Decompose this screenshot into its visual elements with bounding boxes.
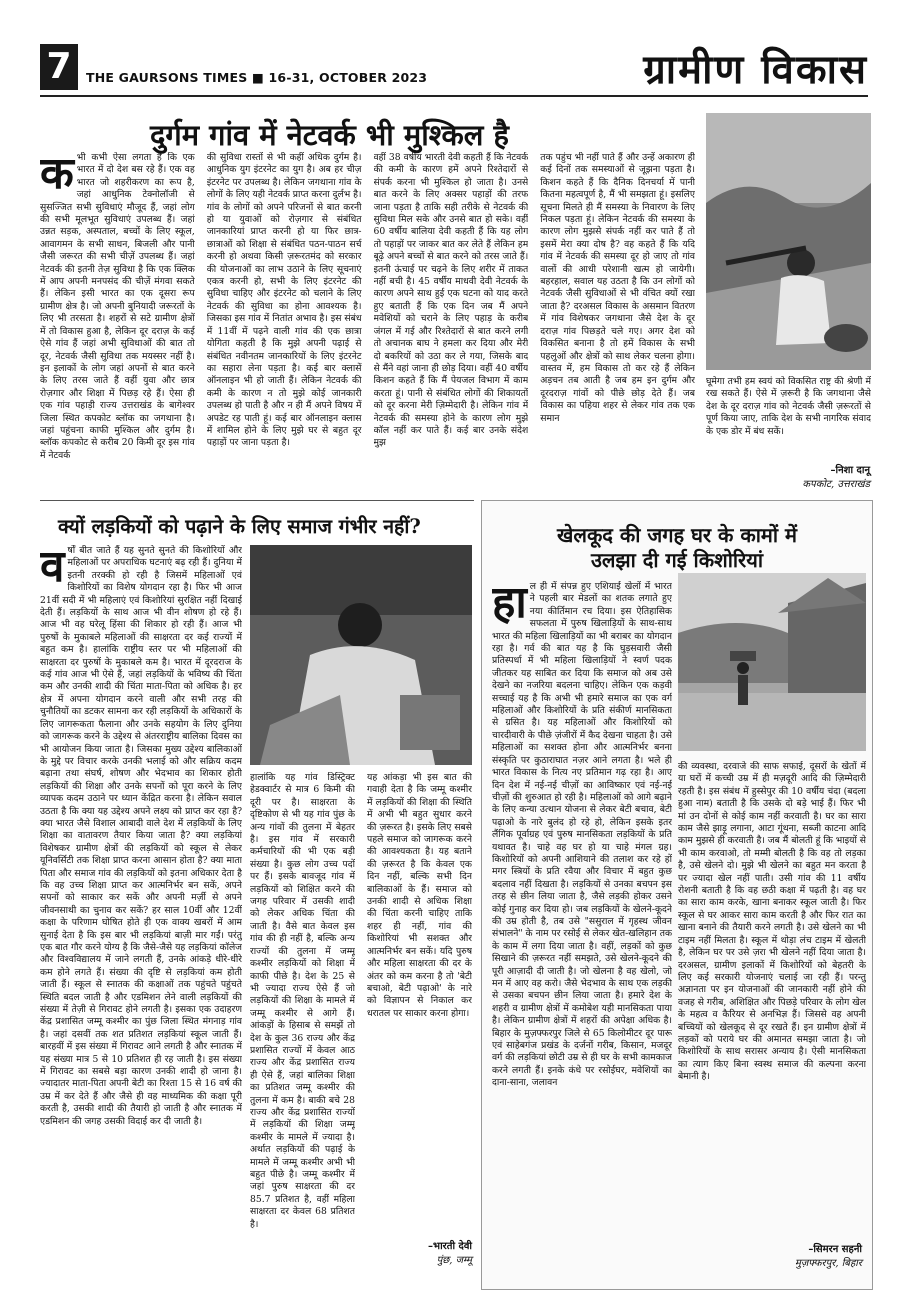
article3-title-line1: खेलकूद की जगह घर के कामों में: [557, 523, 797, 547]
article1-text-2: की सुविधा रास्तों से भी कहीं अधिक दुर्गम है। आधुनिक युग इंटरनेट का युग है। अब हर चीज़ इंटरनेट पर उपलब्ध है। लेकिन जगथाना गांव के लोगों के लिए यही नेटवर्क प्राप्त करना दुर्लभ है। गांव के लोगों को अपने परिजनों से बात करनी हो या युवाओं को रोज़गार से संबंधित जानकारियां प्राप्त करनी हो या फिर छात्र-छात्राओं को शिक्षा से संबंधित पठन-पाठन सर्च करनी हो अथवा किसी ज़रूरतमंद को सरकार की योजनाओं का लाभ उठाने के लिए सूचनाएं एकत्र करनी हो, सभी के लिए इंटरनेट की सुविधा चाहिए और इंटरनेट को चलाने के लिए नेटवर्क की सुविधा का होना आवश्यक है। जिसका इस गांव में नितांत अभाव है। इस संबंध में 11वीं में पढ़ने वाली गांव की एक छात्रा योगिता कहती है कि मुझे अपनी पढ़ाई से संबंधित नवीनतम जानकारियों के लिए इंटरनेट का सहारा लेना पड़ता है। कई बार क्लासें ऑनलाइन भी हो जाती हैं। लेकिन नेटवर्क की कमी के कारण न तो मुझे कोई जानकारी उपलब्ध हो पाती है और न ही मैं अपने विषय में अपडेट रह पाती हूं। कई बार ऑनलाइन क्लास में शामिल होने के लिए मुझे घर से बहुत दूर पहाड़ों पर जाना पड़ता है।: [206, 152, 362, 449]
article2-column-3: [367, 772, 472, 1242]
article1-dropcap: क: [40, 152, 74, 199]
article1-photo: [706, 113, 871, 370]
article1-text-3: वहीं 38 वर्षीय भारती देवी कहती हैं कि नेटवर्क की कमी के कारण हमें अपने रिश्तेदारों से संपर्क करना भी मुश्किल हो जाता है। उनसे बात करने के लिए अक्सर पहाड़ों की तरफ जाना पड़ता है ताकि सही तरीके से नेटवर्क की सुविधा मिल सके और उनसे बात हो सके। वहीं 60 वर्षीय बालिया देवी कहती हैं कि यह लोग तो पहाड़ों पर जाकर बात कर लेते हैं लेकिन हम बूढ़े अपने बच्चों से बात करने को तरस जाते हैं। इतनी ऊंचाई पर चढ़ने के लिए शरीर में ताकत नहीं बची है। 45 वर्षीय माधवी देवी नेटवर्क के कारण अपने साथ हुई एक घटना को याद करते हुए बताती हैं कि एक दिन जब मैं अपने मवेशियों को चराने के लिए पहाड़ के करीब जंगल में गई और रिश्तेदारों से बात करने लगी तो अचानक बाघ ने हमला कर दिया और मेरी दो बकरियों को उठा कर ले गया, जिसके बाद से मैंने वहां जाना ही छोड़ दिया। वहीं 40 वर्षीय किशन कहते हैं कि मैं पेयजल विभाग में काम करता हूं। पानी से संबंधित लोगों की शिकायतों को दूर करना मेरी ज़िम्मेदारी है। लेकिन गांव में नेटवर्क की समस्या होने के कारण लोग मुझे कॉल नहीं कर पाते हैं। कई बार उनके संदेश मुझ: [373, 152, 529, 449]
article1-text-4: तक पहुंच भी नहीं पाते हैं और उन्हें अकारण ही कई दिनों तक समस्याओं से जूझना पड़ता है। किशन कहते हैं कि दैनिक दिनचर्या में पानी कितना महत्वपूर्ण है, मैं भी समझता हूं। इसलिए सूचना मिलते ही मैं समस्या के निवारण के लिए निकल पड़ता हूं। लेकिन नेटवर्क की समस्या के कारण लोग मुझसे संपर्क नहीं कर पाते हैं तो इसमें मेरा क्या दोष है? वह कहते हैं कि यदि गांव में नेटवर्क की समस्या दूर हो जाए तो गांव वालों की आधी परेशानी खत्म हो जायेगी। बहरहाल, सवाल यह उठता है कि उन लोगों को नेटवर्क जैसी सुविधाओं से भी वंचित क्यों रखा जाता है? दरअसल विकास के असमान वितरण में गांव विशेषकर जगथाना जैसे देश के दूर दराज़ गांव पिछड़ते चले गए। अगर देश को विकसित बनाना है तो हमें विकास के सभी पहलुओं और क्षेत्रों को साथ लेकर चलना होगा। वास्तव में, हम विकास तो कर रहे हैं लेकिन अड़चन तब आती है जब हम इन दुर्गम और दूरदराज़ गांवों को पीछे छोड़ देते हैं। जब विकास का पहिया शहर से लेकर गांव तक एक समान: [540, 152, 695, 424]
article2-column-1: [40, 545, 242, 1260]
article1-body-last: [706, 376, 871, 466]
page-header: [40, 40, 868, 92]
article3-body-right: [678, 761, 866, 1231]
article2-photo: [250, 545, 472, 765]
article2-title: क्यों लड़कियों को पढ़ाने के लिए समाज गंभीर नहीं?: [58, 515, 421, 538]
article3-column-2: [678, 761, 866, 1231]
article1-column-4: [540, 152, 695, 502]
article-divider: [40, 500, 474, 501]
article2-text-1: र्षों बीत जाते हैं यह सुनते सुनते की किशोरियों और महिलाओं पर अपराधिक घटनाएं बढ़ रही हैं। दुनिया में इतनी तरक्की हो रही है जिसमें महिलाओं एवं किशोरियों का विशेष योगदान रहा है। फिर भी आज 21वीं सदी में भी महिलाएं एवं किशोरियां सुरक्षित नहीं दिखाई देती हैं। लड़कियों के साथ आज भी वीन शोषण हो रहे हैं। आज भी वह घरेलू हिंसा की शिकार हो रही हैं। आज भी पुरुषों के मुकाबले महिलाओं की साक्षरता दर कई राज्यों में बहुत कम है। हालांकि राष्ट्रीय स्तर पर भी महिलाओं की साक्षरता दर पुरुषों के मुकाबले कम है। भारत में दूरदराज के कई गांव आज भी ऐसे हैं, जहां लड़कियों के भविष्य की चिंता कम और उनकी शादी की चिंता माता-पिता को अधिक है। हर क्षेत्र में अपना योगदान करने वाली और सभी तरह की चुनौतियों का डटकर सामना कर रही लड़कियों के अधिकारों के लिए जागरूकता फैलाना और उनके सहयोग के लिए दुनिया को जागरूक करने के उद्देश्य से अंतरराष्ट्रीय बालिका दिवस का भी आयोजन किया जाता है। जिसका मुख्य उद्देश्य बालिकाओं के मुद्दे पर विचार करके उनकी भलाई को और सक्रिय कदम बढ़ाना तथा संघर्ष, शोषण और भेदभाव का शिकार होती लड़कियों की शिक्षा और उनके सपनों को पूरा करने के लिए व्यापक कदम उठाने पर ध्यान केंद्रित करना है। लेकिन सवाल उठता है कि क्या यह उद्देश्य अपने लक्ष्य को प्राप्त कर रहा है? क्या भारत जैसे विशाल आबादी वाले देश में लड़कियों के लिए शिक्षा का वातावरण तैयार किया जाता है? क्या लड़कियां विशेषकर ग्रामीण क्षेत्रों की लड़कियों को स्कूल से लेकर यूनिवर्सिटी तक शिक्षा प्राप्त करना आसान होता है? क्या माता पिता और समाज गांव की लड़कियों को इतना अधिकार देता है कि वह उच्च शिक्षा प्राप्त कर आत्मनिर्भर बन सकें, अपने सपनों को साकार कर सकें और अपनी मर्ज़ी से अपने जीवनसाथी का चुनाव कर सकें? हर साल 10वीं और 12वीं कक्षा के परिणाम घोषित होते ही एक वाक्य खबरों में आम सुनाई देता है कि इस बार भी लड़कियां बाज़ी मार गईं। परंतु एक बात गौर करने योग्य है कि जैसे-जैसे यह लड़कियां कॉलेज और विश्वविद्यालय में जाने लगती हैं, उनके आंकड़े धीरे-धीरे कम होने लगते हैं। संख्या की दृष्टि से लड़कियां कम होती जाती हैं। स्कूल से स्नातक की कक्षाओं तक पहुंचते पहुंचते स्थिति बदल जाती है और एडमिशन लेने वाली लड़कियों की संख्या में तेज़ी से गिरावट होने लगती है। इसका एक उदाहरण केंद्र प्रशासित जम्मू कश्मीर का पुंछ जिला स्थित मंगनाड़ गांव है। जहां दसवीं तक शत प्रतिशत लड़कियां स्कूल जाती हैं। बारहवीं में इस संख्या में गिरावट आने लगती है और स्नातक में यह संख्या मात्र 5 से 10 प्रतिशत ही रह जाती है। इस संख्या में गिरावट का सबसे बड़ा कारण उनकी शादी हो जाना है। ज्यादातर माता-पिता अपनी बेटी का रिश्ता 15 से 16 वर्ष की उम्र में कर देते हैं और जैसे ही वह माध्यमिक की कक्षा पूरी करती है, उसकी शादी की तैयारी हो जाती है और स्नातक में एडमिशन की जगह उसकी विदाई कर दी जाती है।: [40, 545, 242, 1127]
article1-body: [40, 152, 695, 502]
article1-byline: [720, 462, 870, 490]
article2-body-right: [250, 772, 472, 1242]
article3-title: [482, 523, 872, 573]
article1-text-1: भी कभी ऐसा लगता है कि एक भारत में दो देश बस रहे हैं। एक वह भारत जो शहरीकरण का रूप है, जहां आधुनिक टेक्नोलॉजी से सुसज्जित सभी सुविधाएं मौजूद हैं, जहां लोग की सभी मूलभूत सुविधाएं उपलब्ध हैं। जहां उन्नत सड़क, अस्पताल, बच्चों के लिए स्कूल, आवागमन के सभी साधन, बिजली और पानी जैसी जरूरत की सभी चीज़ें उपलब्ध हैं। जहां नेटवर्क की इतनी तेज़ सुविधा है कि एक क्लिक में आप अपनी मनपसंद की चीज़ें मंगवा सकते हैं। लेकिन इसी भारत का एक दूसरा रूप ग्रामीण क्षेत्र है। जो अपनी बुनियादी जरूरतों के लिए भी तरसता है। शहरों से सटे ग्रामीण क्षेत्रों में तो विकास हुआ है, लेकिन दूर दराज़ के कई ऐसे गांव हैं जहां अभी सुविधाओं की बात तो दूर, नेटवर्क जैसी सुविधा तक मयस्सर नहीं है। इन इलाकों के लोग जहां अपनों से बात करने के लिए तरस जाते हैं वहीं युवा और छात्र रोज़गार और शिक्षा में पिछड़ रहे हैं। ऐसा ही एक गांव पहाड़ी राज्य उत्तराखंड के बागेश्वर जिला स्थित कपकोट ब्लॉक का जगथाना है। जहां पहुंचना काफी मुश्किल और दुर्गम है। ब्लॉक कपकोट से करीब 20 किमी दूर इस गांव में नेटवर्क: [40, 152, 195, 461]
article3-place: मुज़फ्फरपुर, बिहार: [794, 1258, 862, 1269]
article1-title: दुर्गम गांव में नेटवर्क भी मुश्किल है: [150, 118, 509, 152]
article2-place: पुंछ, जम्मू: [436, 1255, 472, 1266]
section-title: ग्रामीण विकास: [643, 46, 868, 93]
article2-author: –भारती देवी: [428, 1241, 472, 1252]
article3-byline: [702, 1241, 862, 1269]
article1-text-5: घूमेगा तभी हम स्वयं को विकसित राष्ट्र की श्रेणी में रख सकते हैं। ऐसे में ज़रूरी है कि जगथाना जैसे देश के दूर दराज़ गांव को नेटवर्क जैसी ज़रूरतों से पूर्ण किया जाए, ताकि देश के सभी नागरिक संवाद के एक डोर में बंध सकें।: [706, 376, 871, 437]
article1-column-3: [374, 152, 529, 502]
article2-text-3: यह आंकड़ा भी इस बात की गवाही देता है कि जम्मू कश्मीर में लड़कियों की शिक्षा की स्थिति में अभी भी बहुत सुधार करने की ज़रूरत है। इसके लिए सबसे पहले समाज को जागरूक करने की आवश्यकता है। यह बताने की ज़रूरत है कि केवल एक दिन नहीं, बल्कि सभी दिन बालिकाओं के हैं। समाज को उनकी शादी से अधिक शिक्षा की चिंता करनी चाहिए ताकि शहर ही नहीं, गांव की किशोरियां भी सशक्त और आत्मनिर्भर बन सकें। यदि पुरुष और महिला साक्षरता की दर के अंतर को कम करना है तो 'बेटी बचाओ, बेटी पढ़ाओ' के नारे को विज्ञापन से निकाल कर धरातल पर साकार करना होगा।: [367, 772, 472, 1019]
article3-body-left: [492, 581, 672, 1281]
page-number: 7: [40, 44, 78, 90]
article2-text-2: हालांकि यह गांव डिस्ट्रिक्ट हेडक्वार्टर से मात्र 6 किमी की दूरी पर है। साक्षरता के दृष्टिकोण से भी यह गांव पुंछ के अन्य गांवों की तुलना में बेहतर है। इस गांव में सरकारी कर्मचारियों की भी एक बड़ी संख्या है। कुछ लोग उच्च पदों पर हैं। इसके बावजूद गांव में लड़कियों को शिक्षित करने की जगह परिवार में उसकी शादी को लेकर अधिक चिंता की जाती है। वैसे बात केवल इस गांव की ही नहीं है, बल्कि अन्य राज्यों की तुलना में जम्मू कश्मीर लड़कियों को शिक्षा में काफी पीछे है। देश के 25 से भी ज्यादा राज्य ऐसे हैं जो लड़कियों की शिक्षा के मामले में जम्मू कश्मीर से आगे हैं। आंकड़ों के हिसाब से समझें तो देश के कुल 36 राज्य और केंद्र प्रशासित राज्यों में केवल आठ राज्य और केंद्र प्रशासित राज्य ही ऐसे हैं, जहां बालिका शिक्षा का प्रतिशत जम्मू कश्मीर की तुलना में कम है। बाकी बचे 28 राज्य और केंद्र प्रशासित राज्यों में लड़कियों की शिक्षा जम्मू कश्मीर के मामले में ज्यादा है। अर्थात लड़कियों की पढ़ाई के मामले में जम्मू कश्मीर अभी भी बहुत पीछे है। जम्मू कश्मीर में जहां पुरुष साक्षरता की दर 85.7 प्रतिशत है, वहीं महिला साक्षरता दर केवल 68 प्रतिशत है।: [250, 772, 355, 1230]
article3-dropcap: हा: [492, 581, 527, 628]
masthead: THE GAURSONS TIMES ■ 16-31, OCTOBER 2023: [86, 70, 428, 85]
article1-place: कपकोट, उत्तराखंड: [802, 479, 870, 490]
article1-column-5: [706, 376, 871, 466]
article1-column-2: [207, 152, 362, 502]
article3-title-line2: उलझा दी गई किशोरियां: [590, 548, 764, 572]
article3-author: –सिमरन सहनी: [808, 1244, 862, 1255]
article1-author: –निशा दानू: [830, 465, 870, 476]
article3-column-1: [492, 581, 672, 1281]
article3-text-2: की व्यवस्था, दरवाजे की साफ सफाई, दूसरों के खेतों में या घरों में कच्ची उम्र में ही मज़दूरी आदि की ज़िम्मेदारी रहती है। इस संबंध में हुस्सेपुर की 10 वर्षीय चंदा (बदला हुआ नाम) बताती है कि उसके दो बड़े भाई हैं। फिर भी मां उन दोनों से कोई काम नहीं करवाती है। घर का सारा काम जैसे झाड़ू लगाना, आटा गूंथना, सब्जी काटना आदि काम मुझसे ही करवाती है। जब मैं बोलती हूं कि भाइयों से भी काम करवाओ, तो मम्मी बोलती है कि वह तो लड़का है, उसे खेलने दो। मुझे भी खेलने का बहुत मन करता है पर ज्यादा खेल नहीं पाती। उसी गांव की 11 वर्षीय रोशनी बताती है कि वह छठी कक्षा में पढ़ती है। वह घर का सारा काम करके, खाना बनाकर स्कूल जाती है। फिर स्कूल से घर आकर सारा काम करती है और फिर रात का खाना बनाने की तैयारी करने लगती है। उसे खेलने का भी टाइम नहीं मिलता है। स्कूल में थोड़ा लंच टाइम में खेलती है, लेकिन घर पर उसे ज़रा भी खेलने नहीं दिया जाता है। दरअसल, ग्रामीण इलाकों में किशोरियों को बेहतरी के लिए कई सरकारी योजनाएं चलाई जा रही हैं। परन्तु अज्ञानता पर इन योजनाओं की जानकारी नहीं होने की वजह से गरीब, अशिक्षित और पिछड़े परिवार के लोग खेल के महत्व व कैरियर से अनभिज्ञ हैं। जिससे वह अपनी बच्चियों को खेलकूद से दूर रखते हैं। इन ग्रामीण क्षेत्रों में लड़कों को पराये घर की अमानत समझा जाता है। जो किशोरियों के साथ सरासर अन्याय है। ऐसी मानसिकता का त्याग किए बिना स्वस्थ समाज की कल्पना करना बेमानी है।: [678, 761, 866, 1083]
article3-box: [481, 500, 873, 1290]
header-rule: [40, 95, 868, 97]
article1-column-1: [40, 152, 195, 502]
article3-text-1: ल ही में संपन्न हुए एशियाई खेलों में भारत ने पहली बार मेडलों का शतक लगाते हुए नया कीर्तिमान रच दिया। इस ऐतिहासिक सफलता में पुरुष खिलाड़ियों के साथ-साथ भारत की महिला खिलाड़ियों का भी बराबर का योगदान रहा है। गर्व की बात यह है कि घुड़सवारी जैसी प्रतिस्पर्धा में भी महिला खिलाड़ियों ने स्वर्ण पदक जीतकर यह साबित कर दिया कि समाज को अब उसे देखने का नजरिया बदलना चाहिए। लेकिन एक कड़वी सच्चाई यह है कि अभी भी हमारे समाज का एक वर्ग महिलाओं और किशोरियों के प्रति संकीर्ण मानसिकता से ग्रसित है। यह महिलाओं और किशोरियों को चारदीवारी के पीछे ज़ंजीरों में कैद देखना चाहता है। उसे महिलाओं का सशक्त होना और आत्मनिर्भर बनना संस्कृति पर कुठाराघात नज़र आने लगता है। भले ही भारत विकास के नित्य नए प्रतिमान गढ़ रहा है। आए दिन देश में नई-नई चीज़ों का आविष्कार एवं नई-नई चीज़ों की शुरुआत हो रही है। महिलाओं को आगे बढ़ाने के लिए कन्या उत्थान योजना से लेकर बेटी बचाव, बेटी पढ़ाओ के नारे बुलंद हो रहे हो, लेकिन इसके इतर लैंगिक पूर्वाग्रह एवं पुरुष मानसिकता लड़कियों के प्रति यथावत है। चाहे वह घर हो या चाहे मंगल ग्रह। किशोरियों को अपनी आशियाने की तलाश कर रहे हों मगर स्त्रियों के प्रति रवैया और विचार में बहुत कुछ बदलाव नहीं दिखता है। लड़कियों से उनका बचपन इस तरह से छीन लिया जाता है, जैसे लड़की होकर उसने कोई गुनाह कर दिया हो। जब लड़कियों के खेलने-कूदने की उम्र होती है, तब उसे "ससुराल में गृहस्थ जीवन संभालने" के नाम पर रसोई से लेकर खेत-खलिहान तक के काम में लगा दिया जाता है। वहीं, लड़कों को कुछ सिखाने की ज़रूरत नहीं समझते, उसे खेलने-कूदने की पूरी आज़ादी दी जाती है। जो खेलना है वह खेलो, जो मन में आए वह करो। जैसे भेदभाव के साथ एक लड़की से उसका बचपन छीन लिया जाता है। हमारे देश के शहरी व ग्रामीण क्षेत्रों में कमोबेश यही मानसिकता पाया है। लेकिन ग्रामीण क्षेत्रों में शहरों की अपेक्षा अधिक है। बिहार के मुज़फ्फरपुर जिले से 65 किलोमीटर दूर पारू एवं साहेबगंज प्रखंड के दर्जनों गरीब, किसान, मजदूर वर्ग की लड़कियां छोटी उम्र से ही घर के सभी कामकाज करने लगती हैं। इनके कंधे पर रसोईघर, मवेशियों का दाना-साना, जलावन: [492, 581, 672, 1089]
article2-body-left: [40, 545, 242, 1260]
article2-dropcap: व: [40, 545, 65, 592]
article2-column-2: [250, 772, 355, 1242]
article2-byline: [372, 1238, 472, 1266]
article3-photo: [678, 573, 866, 751]
